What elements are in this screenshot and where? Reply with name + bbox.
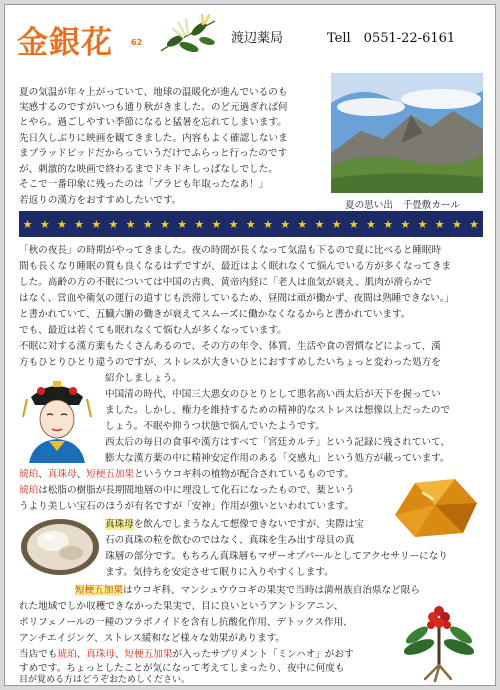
- body-line: 間も長くなり睡眠の質も良くなるはずですが、最近はよく眠れなくて悩んでいる方が多くなってきま: [19, 261, 452, 272]
- eleuthero-lead: 短梗五加果: [75, 585, 123, 596]
- honeysuckle-illustration: [155, 11, 221, 67]
- photo-caption: 夏の思い出 千畳敷カール: [345, 200, 460, 211]
- star-icon: ★: [211, 217, 222, 231]
- star-icon: ★: [331, 217, 342, 231]
- eleuthero-line: れた地域でしか収穫できなかった果実で、目に良いというアントシアニン、: [19, 601, 344, 612]
- body-line: しょう。不眠や抑うつ状態で悩んでいたようです。: [105, 421, 325, 432]
- star-icon: ★: [366, 217, 376, 231]
- body-line: 膨大な漢方薬の中に精神安定作用のある「交感丸」という処方が載っています。: [105, 453, 450, 464]
- empress-illustration: [19, 377, 95, 463]
- star-icon: ★: [194, 217, 205, 231]
- intro-line: 実感するのですがいつも通り秋がきました。のど元過ぎれば何: [19, 102, 288, 113]
- pharmacy-name: 渡辺薬局: [231, 31, 284, 46]
- intro-line: 夏の気温が年々上がっていて、地球の温暖化が進んでいるのも: [19, 87, 288, 98]
- eleuthero-line: アンチエイジング、ストレス緩和など様々な効果があります。: [19, 633, 285, 644]
- star-icon: ★: [39, 217, 50, 231]
- intro-line: が、刺激的な映画で終わるまでドキドキしっぱなしでした。: [19, 164, 278, 175]
- eleuthero-text: はウコギ科、マンシュウウコギの果実で当時は満州族自治県など限ら: [122, 585, 420, 596]
- body-line: でも、最近は若くても眠れなくて悩む人が多くなっています。: [19, 325, 287, 336]
- ingredient-amber: 琥珀: [19, 485, 39, 496]
- body-line: 方もひとりひとり違うのですが、ストレスが大きいひとにおすすめしたいちょっと変わった処方を: [19, 357, 441, 368]
- eleuthero-line: ポリフェノールの一種のフラボノイドを含有し抗酸化作用、デトックス作用、: [19, 617, 353, 628]
- star-icon: ★: [451, 217, 462, 231]
- star-icon: ★: [125, 217, 136, 231]
- intro-line: 若返りの漢方をおすすめしたいです。: [19, 195, 182, 206]
- pearl-lead: 真珠母: [105, 519, 134, 530]
- ingredient-mother-of-pearl: 真珠母: [47, 469, 77, 480]
- amber-text: は松脂の樹脂が長期間地層の中に埋没して化石になったもので、薬という: [38, 485, 355, 496]
- star-icon: ★: [280, 217, 291, 231]
- intro-line: そこで一番印象に残ったのは「ブラピも年取ったなあ！」: [19, 179, 269, 190]
- star-icon: ★: [160, 217, 170, 231]
- ingredient-amber: 琥珀: [19, 469, 39, 480]
- star-icon: ★: [434, 217, 445, 231]
- body-line: した。高齢の方の不眠については中国の古典、黄帝内経に「老人は血気が衰え、肌肉が滑らかで: [19, 277, 432, 288]
- body-line: と書かれていて、五臓六腑の働きが衰えてスムーズに働かなくなるからと書かれています。: [19, 309, 411, 320]
- ingredient-mother-of-pearl: 真珠母: [86, 649, 115, 660]
- body-line: 「秋の夜長」の時期がやってきました。夜の時間が長くなって気温も下るので夏に比べると睡眠時: [19, 245, 442, 256]
- ingredient-amber: 琥珀: [57, 649, 77, 660]
- star-icon: ★: [383, 217, 394, 231]
- body-line: はなく、営血や衛気の運行の道すじも渋滞しているため、昼間は頑が働かず、夜間は熟睡できない。」: [19, 293, 455, 304]
- star-icon: ★: [469, 217, 479, 231]
- star-icon: ★: [245, 217, 256, 231]
- closing-line: 当店でも琥珀、真珠母、短梗五加果が入ったサプリメント「ミンハオ」がおす: [19, 649, 354, 660]
- star-icon: ★: [348, 217, 359, 231]
- eleuthero-plant-illustration: [395, 595, 483, 683]
- star-icon: ★: [74, 217, 85, 231]
- pearl-shell-image: [19, 517, 101, 577]
- star-icon: ★: [400, 217, 411, 231]
- body-line: 西太后の毎日の食事や漢方はすべて「宮廷カルテ」という記録に残されていて、: [105, 437, 450, 448]
- star-icon: ★: [228, 217, 239, 231]
- pearl-line: [105, 517, 364, 533]
- newsletter-page: [4, 4, 496, 686]
- pearl-line: 石の真珠の粒を飲むのではなく、真珠を生み出す母貝の真: [105, 535, 355, 546]
- star-icon: ★: [56, 217, 67, 231]
- amber-line: うより美しい宝石のほうが有名ですが「安神」作用が強いといわれています。: [19, 501, 355, 512]
- star-icon: ★: [297, 217, 308, 231]
- star-icon: ★: [263, 217, 273, 231]
- pearl-line: ます。気持ちを安定させて眠りに入りやすくします。: [105, 567, 334, 578]
- star-icon: ★: [314, 217, 325, 231]
- body-line: ました。しかし、権力を維持するための精神的なストレスは想像以上だったので: [105, 405, 451, 416]
- ingredients-text: というウコギ科の植物が配合されているものです。: [134, 469, 355, 480]
- ingredients-line: 琥珀、真珠母、短梗五加果というウコギ科の植物が配合されているものです。: [19, 469, 355, 480]
- amber-line: [19, 483, 355, 499]
- issue-number: 62: [131, 38, 143, 47]
- star-divider: [19, 211, 483, 237]
- intro-line: 先日久しぶりに映画を観てきました。内容もよく確認しないま: [19, 133, 288, 144]
- body-line: 紹介しましょう。: [105, 373, 182, 384]
- newsletter-title: 金銀花: [17, 25, 113, 61]
- pearl-text: を飲んでしまうなんて想像できないですが、実際は宝: [133, 519, 365, 530]
- ingredient-eleuthero-fruit: 短梗五加果: [86, 469, 135, 480]
- star-icon: ★: [417, 217, 428, 231]
- intro-line: とやら。過ごしやすい季節になると猛暑を忘れてしまいます。: [19, 117, 287, 128]
- star-icon: ★: [108, 217, 119, 231]
- eleuthero-line: [75, 583, 420, 599]
- intro-line: まブラッドピッドだからっていうだけでふらっと行ったのです: [19, 148, 288, 159]
- star-icon: ★: [142, 217, 153, 231]
- pharmacy-phone: Tell 0551-22-6161: [327, 31, 456, 46]
- body-line: 不眠に対する漢方薬もたくさんあるので、その方の年令、体質、生活や食の習慣などによって、漢: [19, 341, 441, 352]
- closing-line: すめです。ちょっとしたことが気になって考えてしまったり、夜中に何度も: [19, 663, 345, 674]
- mountain-photo: [331, 73, 483, 193]
- body-line: 中国清の時代、中国三大悪女のひとりとして悪名高い西太后が天下を握ってい: [105, 389, 441, 400]
- pearl-line: 珠層の部分です。もちろん真珠層もマザーオブパールとしてアクセサリーになり: [105, 551, 448, 562]
- amber-stone-image: [385, 475, 483, 541]
- star-icon: ★: [91, 217, 102, 231]
- ingredient-eleuthero-fruit: 短梗五加果: [124, 649, 173, 660]
- star-icon: ★: [22, 217, 33, 231]
- star-icon: ★: [177, 217, 188, 231]
- closing-line: 目が覚める方はどうぞおためしください。: [19, 675, 191, 685]
